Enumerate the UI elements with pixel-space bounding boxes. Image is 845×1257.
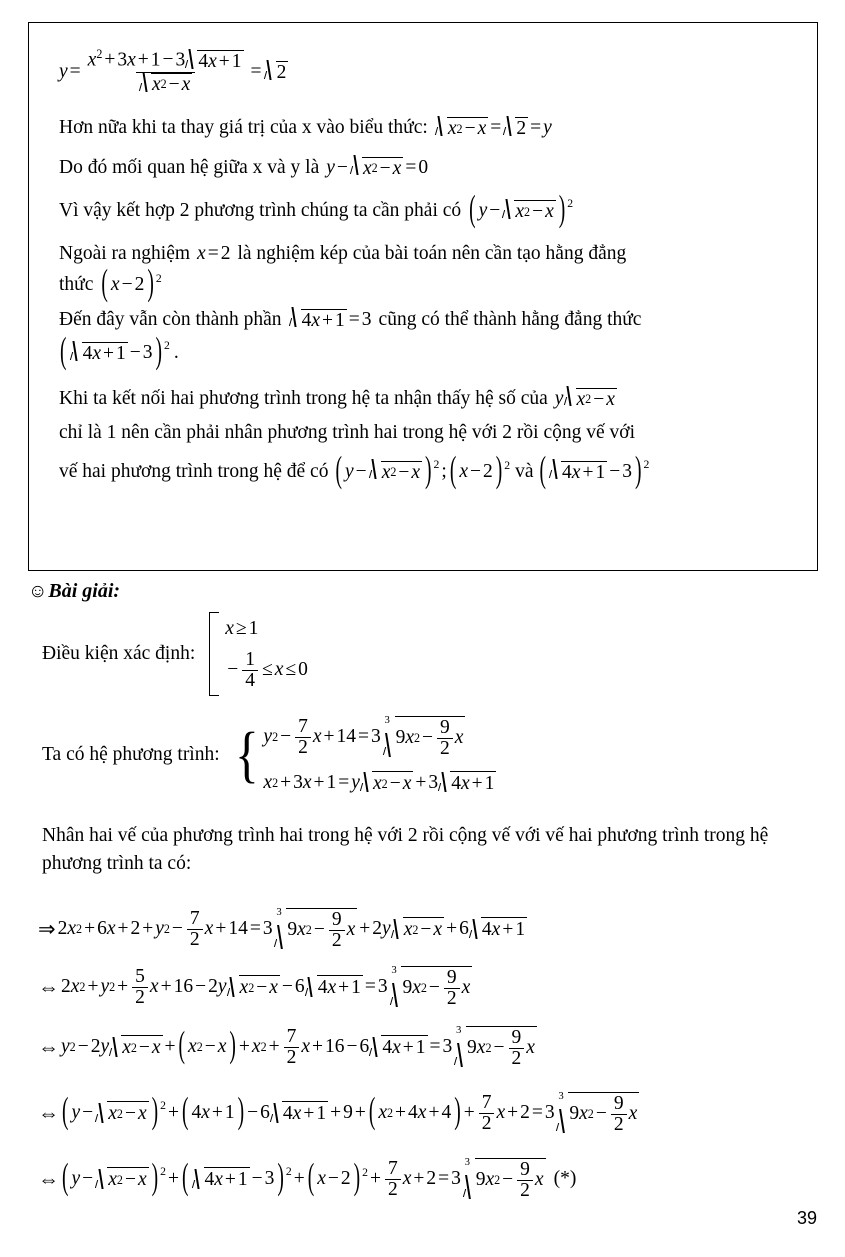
inline-math: y − x 2 − x = 0 [326,156,429,179]
inline-math: y x 2 − x [554,387,615,410]
derivation-operator: ⇒ [38,916,56,941]
solution-heading [28,580,828,603]
note-text: Hơn nữa khi ta thay giá trị của x vào biểu thức: [59,117,428,138]
solution-heading-label: Bài giải: [48,580,121,602]
instruction-paragraph: Nhân hai vế của phương trình hai trong hệ với 2 rồi cộng vế với vế hai phương trình trong hệ phương trình ta có: [42,825,769,874]
derivation-operator: ⇔ [38,1034,59,1059]
equation-tag: (*) [553,1168,577,1190]
inline-math: x = 2 [197,242,231,264]
inline-math: x 2 − x = 2 = y [435,117,552,139]
domain-condition [42,612,842,696]
inline-math: ( 4 x + 1 − 3 ) 2 [60,332,170,373]
derivation-line-2: ⇔ 2 x 2 + y 2 + $\frac{5}{2}$ x + 16 − 2 y x 2 − x − 6 4 x + 1 = 3 3 9 x 2 − $\frac{9}{2}$ x [38,964,471,1009]
system-equation-2: x 2 + 3 x + 1 = y x 2 − x + 3 4 x + 1 [263,771,495,794]
domain-condition-label: Điều kiện xác định: [42,643,196,664]
derivation-line-1: ⇒ 2 x 2 + 6 x + 2 + y 2 − $\frac{7}{2}$ x + 14 = 3 3 9 x 2 − $\frac{9}{2}$ x + 2 y x 2 − x + 6 4 x + 1 [38,906,526,951]
derivation-line-4: ⇔ ( y − x 2 − x ) 2 + ( 4 x + 1 ) − 6 4 x + 1 + 9 + ( x 2 + 4 x + 4 ) + $\frac{7}{2}$ x + 2 = 3 3 9 x 2 − $\frac{9}{2}$ x [38,1090,638,1135]
smiley-face-icon: ☺ [28,580,48,602]
note-text: Đến đây vẫn còn thành phần [59,308,282,330]
derivation-operator: ⇔ [38,1100,59,1125]
derivation-operator: ⇔ [38,1166,59,1191]
note-line-ve-hai [59,450,803,491]
domain-case-1: x ≥ 1 [225,617,259,639]
note-text: chỉ là 1 nên cần phải nhân phương trình hai trong hệ với 2 rồi cộng vế với [59,422,635,443]
note-line-den-day [59,309,803,331]
note-text: thức [59,274,94,295]
system-brace: { [234,721,259,790]
system-of-equations [42,716,842,795]
inline-math: ( x − 2 ) 2 [101,264,162,305]
note-line-sq-expr [59,332,803,373]
system-equation-1: y 2 − $\frac{7}{2}$ x + 14 = 3 3 9 x 2 − $\frac{9}{2}$ x [263,714,464,759]
derivation-line-3: ⇔ y 2 − 2 y x 2 − x + ( x 2 − x ) + x 2 + $\frac{7}{2}$ x + 16 − 6 4 x + 1 = 3 3 9 x 2 − $\frac{9}{2}$ x [38,1024,535,1069]
boxed-note-panel [28,22,818,571]
derivation-operator: ⇔ [38,974,59,999]
derivation-line-5: ⇔ ( y − x 2 − x ) 2 + ( 4 x + 1 − 3 ) 2 + ( x − 2 ) 2 + $\frac{7}{2}$ x + 2 = 3 3 9 x 2 − $\frac{9}{2}$ x (*) [38,1156,577,1201]
note-text-cont: . [173,342,179,363]
note-line-thuc [59,264,803,305]
note-line-vi-vay [59,190,803,231]
note-line-do-do [59,157,803,179]
page-number: 39 [796,1208,817,1228]
note-line-ngoai-ra [59,244,803,264]
note-text: Do đó mối quan hệ giữa x và y là [59,156,320,178]
note-line-hon-nua [59,117,803,139]
inline-math: ( y − x 2 − x ) 2 [469,190,574,231]
note-text: Khi ta kết nối hai phương trình trong hệ ta nhận thấy hệ số của [59,387,548,409]
note-text: Ngoài ra nghiệm [59,242,191,264]
note-text: Vì vậy kết hợp 2 phương trình chúng ta cần phải có [59,200,462,221]
cases-bracket [209,612,219,696]
note-text: vế hai phương trình trong hệ để có [59,460,329,482]
inline-math: ( y − x 2 − x ) 2 ; ( x − 2 ) 2 và ( 4 x + 1 − 3 ) 2 [335,450,650,491]
system-label: Ta có hệ phương trình: [42,744,220,766]
note-line-chi-la [59,423,803,443]
inline-math: 4 x + 1 = 3 [289,309,372,331]
equation-main: y = $x^2 + 3x + 1 - 3$ 4 x + 1 x 2 − x = 2 [59,46,287,95]
note-line-khi-ta [59,388,803,410]
note-text-cont: cũng có thể thành hằng đẳng thức [378,308,642,330]
domain-case-2: − $\frac{1}{4}$ ≤ x ≤ 0 [227,648,308,691]
note-text-cont: là nghiệm kép của bài toán nên cần tạo hằng đẳng [237,242,627,264]
